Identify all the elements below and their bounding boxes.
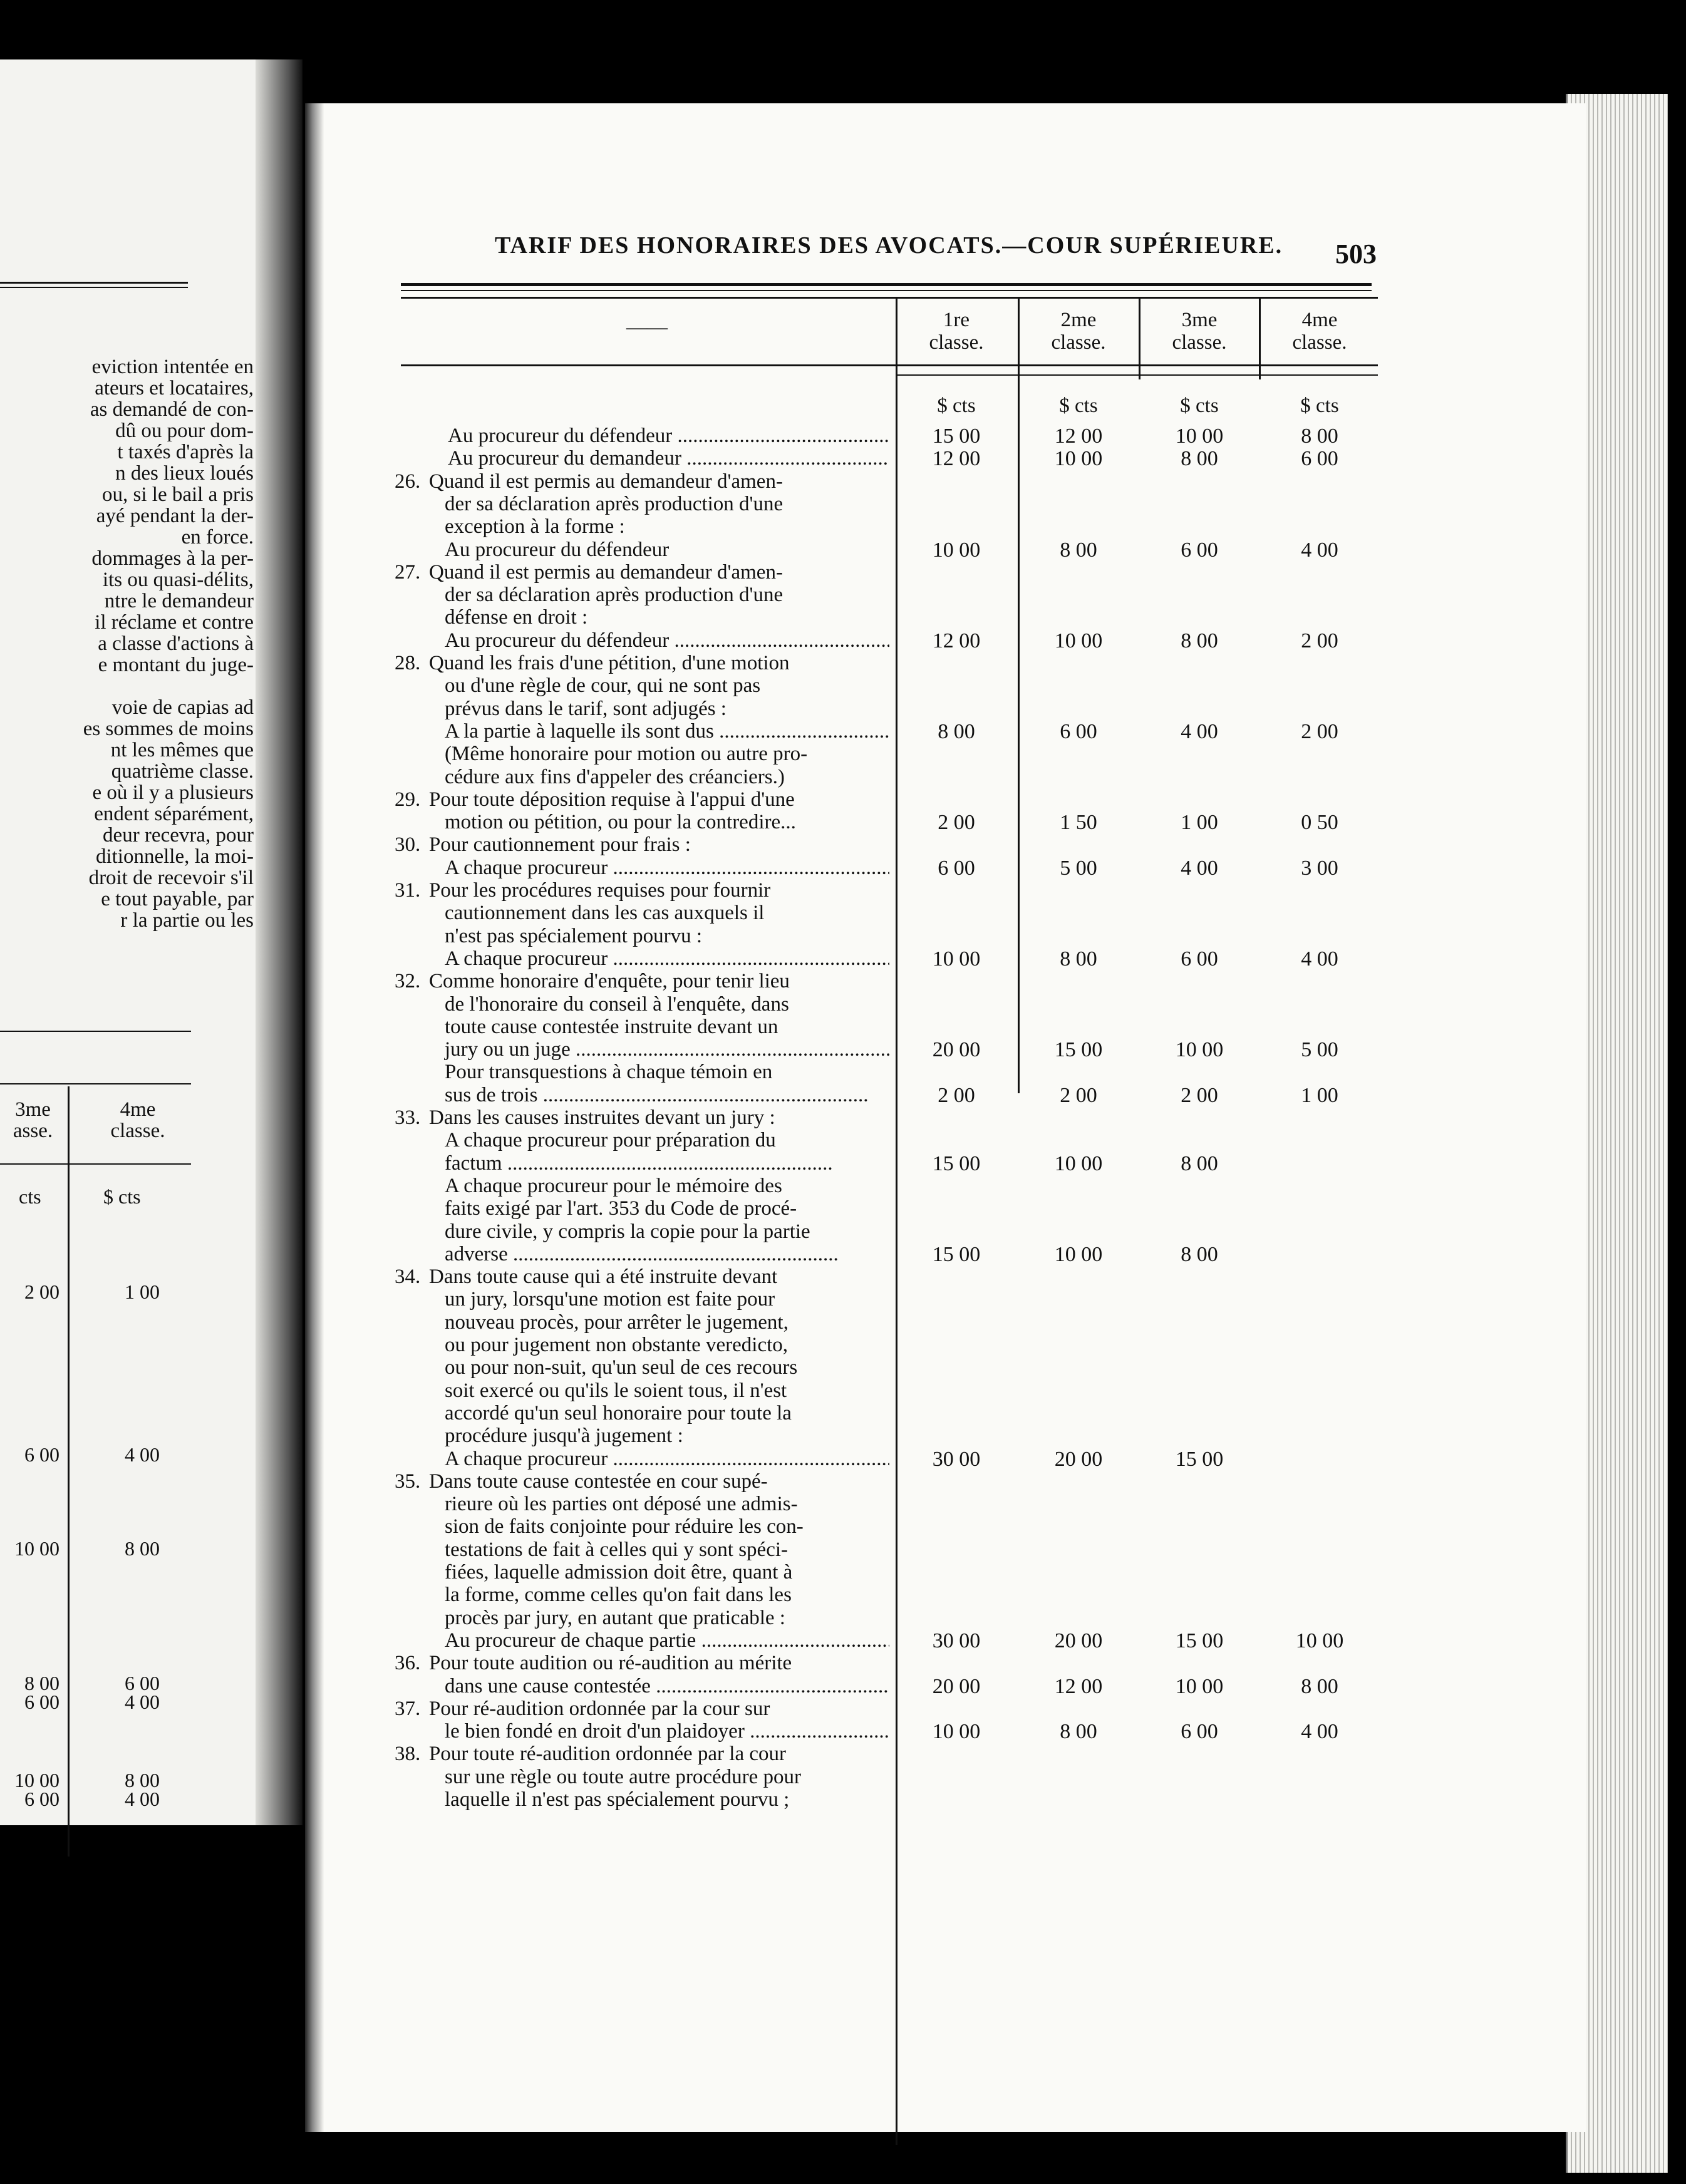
tariff-value: 30 00 [932, 1629, 981, 1652]
tariff-value: 8 00 [1060, 947, 1097, 971]
tariff-value: 10 00 [932, 538, 981, 562]
tariff-value: 1 00 [1181, 811, 1218, 835]
entry-text: rieure où les parties ont déposé une admis- [445, 1493, 798, 1516]
entry-text: (Même honoraire pour motion ou autre pro- [445, 743, 808, 766]
entry-text: der sa déclaration après production d'une [445, 584, 784, 607]
entry-text: n'est pas spécialement pourvu : [445, 924, 703, 947]
entry-line [395, 1016, 889, 1038]
entry-line [395, 743, 889, 765]
column-header-classe: classe. [1292, 331, 1347, 354]
entry-line [395, 811, 889, 833]
entry-text: nouveau procès, pour arrêter le jugement, [445, 1311, 789, 1334]
entry-line [395, 833, 889, 856]
left-table-column-header: 3me [15, 1098, 51, 1121]
entry-line [395, 515, 889, 538]
tariff-value: 8 00 [938, 719, 975, 743]
entry-text: jury ou un juge ..... [445, 1038, 889, 1061]
entry-text: Au procureur du défendeur [445, 538, 670, 561]
entry-line [395, 561, 889, 584]
entry-text: Au procureur du demandeur ..... [448, 447, 889, 470]
entry-number: 29. [395, 788, 421, 811]
entry-number: 35. [395, 1470, 421, 1493]
left-page-line: en force. [181, 526, 254, 549]
left-page-line: voie de capias ad [111, 696, 254, 719]
entry-line [395, 1743, 889, 1765]
left-page-line: e montant du juge- [98, 654, 254, 676]
entry-number: 28. [395, 652, 421, 674]
entry-line [395, 674, 889, 697]
entry-line [395, 1265, 889, 1288]
entry-line [395, 584, 889, 606]
entry-text: Dans toute cause contestée en cour supé- [429, 1470, 768, 1493]
tariff-value: 2 00 [1181, 1083, 1218, 1107]
entry-text: dans une cause contestée ..... [445, 1675, 889, 1697]
left-table-value: 4 00 [125, 1443, 160, 1466]
entry-text: Au procureur du défendeur ..... [448, 425, 889, 447]
entry-line [395, 1538, 889, 1561]
entry-text: faits exigé par l'art. 353 du Code de procé- [445, 1197, 797, 1220]
entry-line [395, 698, 889, 720]
left-page-line: ayé pendant la der- [96, 505, 254, 527]
left-page-line: t taxés d'après la [117, 441, 254, 463]
entry-text: Quand il est permis au demandeur d'amen- [429, 560, 783, 584]
entry-line [395, 606, 889, 629]
left-page-line: e où il y a plusieurs [92, 781, 254, 804]
column-header-classe: classe. [929, 331, 984, 354]
left-page-mid-rule [0, 1031, 191, 1032]
tariff-value: 2 00 [938, 811, 975, 835]
left-page-line: ditionnelle, la moi- [95, 845, 254, 868]
tariff-value: 5 00 [1301, 1038, 1338, 1062]
entry-line [395, 1061, 889, 1083]
tariff-value: 12 00 [932, 629, 981, 652]
tariff-value: 12 00 [1054, 425, 1103, 448]
entry-number: 32. [395, 970, 421, 993]
entry-line [395, 902, 889, 924]
entry-line [395, 1584, 889, 1606]
entry-line [395, 1493, 889, 1515]
column-unit: $ cts [937, 394, 976, 417]
entry-line [395, 1629, 889, 1652]
left-table-column-header: classe. [110, 1120, 165, 1142]
entry-line [395, 1152, 889, 1175]
col-divider-1 [896, 298, 897, 2145]
left-table-value: 8 00 [125, 1769, 160, 1791]
tariff-value: 10 00 [1054, 447, 1103, 471]
entry-number: 34. [395, 1265, 421, 1289]
entry-text: cautionnement dans les cas auxquels il [445, 902, 765, 925]
left-table-head-rule [0, 1163, 191, 1165]
entry-line [395, 766, 889, 788]
entry-line [395, 1106, 889, 1129]
entry-line [395, 629, 889, 652]
entry-line [395, 652, 889, 674]
left-page-line: deur recevra, pour [103, 824, 254, 847]
entry-line [395, 1675, 889, 1697]
left-page-top-rule-thin [0, 287, 188, 288]
left-table-value: 10 00 [14, 1537, 59, 1560]
tariff-value: 15 00 [1175, 1629, 1224, 1652]
left-page-line: ntre le demandeur [104, 590, 254, 612]
entry-line [395, 1288, 889, 1311]
entry-number: 38. [395, 1743, 421, 1766]
left-page-top-rule [0, 282, 188, 284]
entry-text: motion ou pétition, ou pour la contredire... [445, 811, 796, 834]
entry-text: le bien fondé en droit d'un plaidoyer ..... [445, 1720, 889, 1743]
entry-line [395, 1424, 889, 1447]
entry-text: fiées, laquelle admission doit être, quant à [445, 1561, 793, 1584]
tariff-value: 10 00 [932, 947, 981, 971]
entry-number: 27. [395, 560, 421, 584]
left-page-line: e tout payable, par [101, 888, 254, 910]
tariff-value: 15 00 [1054, 1038, 1103, 1062]
tariff-value: 8 00 [1181, 1242, 1218, 1266]
tariff-value: 8 00 [1181, 1151, 1218, 1175]
tariff-value: 10 00 [932, 1720, 981, 1744]
tariff-value: 10 00 [1295, 1629, 1344, 1652]
entry-line [395, 1379, 889, 1402]
entry-number: 36. [395, 1652, 421, 1675]
entry-text: toute cause contestée instruite devant un [445, 1015, 778, 1038]
entry-text: procédure jusqu'à jugement : [445, 1424, 683, 1448]
column-header-class: 3me [1181, 309, 1218, 331]
col-divider-2 [1018, 298, 1020, 1093]
tariff-value: 8 00 [1301, 1674, 1338, 1698]
blank-column-header: —— [626, 316, 668, 339]
entry-text: Pour transquestions à chaque témoin en [445, 1061, 773, 1084]
entry-line [395, 1311, 889, 1334]
left-table-value: 1 00 [125, 1280, 160, 1303]
entry-line [395, 1129, 889, 1151]
entry-line [395, 970, 889, 992]
entry-line [395, 1561, 889, 1584]
entry-line [395, 1243, 889, 1265]
entry-text: Au procureur de chaque partie ..... [445, 1629, 889, 1652]
entry-text: A chaque procureur pour préparation du [445, 1129, 776, 1152]
tariff-value: 12 00 [1054, 1674, 1103, 1698]
entry-line [395, 1697, 889, 1720]
column-unit: $ cts [1300, 394, 1339, 417]
left-page-line: es sommes de moins [83, 718, 254, 740]
col-divider-4 [1259, 298, 1261, 379]
entry-text: de l'honoraire du conseil à l'enquête, dans [445, 992, 789, 1016]
entry-line [395, 1652, 889, 1674]
entry-text: adverse ..... [445, 1243, 839, 1265]
tariff-value: 2 00 [1301, 719, 1338, 743]
left-page [0, 59, 276, 1825]
entry-line [395, 1038, 889, 1061]
left-table-value: 6 00 [24, 1691, 59, 1713]
entry-text: ou pour non-suit, qu'un seul de ces recours [445, 1356, 798, 1379]
left-page-line: as demandé de con- [90, 398, 254, 421]
entry-line [395, 538, 889, 561]
entry-text: ou d'une règle de cour, qui ne sont pas [445, 674, 761, 698]
entry-line [395, 1448, 889, 1470]
left-page-line: n des lieux loués [115, 462, 254, 485]
tariff-value: 8 00 [1060, 538, 1097, 562]
tariff-value: 10 00 [1175, 1674, 1224, 1698]
entry-line [395, 470, 889, 493]
entry-text: un jury, lorsqu'une motion est faite pour [445, 1288, 775, 1311]
entry-text: sur une règle ou toute autre procédure pour [445, 1765, 802, 1788]
tariff-value: 8 00 [1181, 629, 1218, 652]
entry-line [395, 1334, 889, 1356]
entry-text: A chaque procureur ..... [445, 1448, 889, 1470]
tariff-value: 8 00 [1060, 1720, 1097, 1744]
entry-line [395, 947, 889, 970]
entry-line [395, 1175, 889, 1197]
tariff-value: 6 00 [938, 856, 975, 880]
tariff-value: 2 00 [1060, 1083, 1097, 1107]
left-table-value: 4 00 [125, 1788, 160, 1810]
page-header-title: TARIF DES HONORAIRES DES AVOCATS.—COUR SUPÉRIEURE. [495, 232, 1283, 259]
entry-text: A chaque procureur ..... [445, 947, 889, 970]
entry-text: Comme honoraire d'enquête, pour tenir lieu [429, 970, 790, 993]
entry-text: Pour toute ré-audition ordonnée par la cour [429, 1743, 786, 1766]
left-page-line: r la partie ou les [120, 909, 254, 932]
tariff-value: 6 00 [1181, 1720, 1218, 1744]
entry-line [395, 1515, 889, 1538]
tariff-value: 0 50 [1301, 811, 1338, 835]
tariff-value: 10 00 [1054, 1151, 1103, 1175]
tariff-value: 12 00 [932, 447, 981, 471]
left-page-line: droit de recevoir s'il [88, 867, 254, 889]
left-table-value: 2 00 [24, 1280, 59, 1303]
tariff-value: 1 00 [1301, 1083, 1338, 1107]
left-page-line: endent séparément, [94, 803, 254, 825]
entry-number: 33. [395, 1106, 421, 1129]
tariff-value: 8 00 [1301, 425, 1338, 448]
entry-text: sus de trois ..... [445, 1084, 869, 1106]
entry-text: factum ..... [445, 1152, 833, 1175]
entry-text: A chaque procureur pour le mémoire des [445, 1174, 782, 1197]
tariff-value: 20 00 [1054, 1629, 1103, 1652]
entry-text: cédure aux fins d'appeler des créanciers.) [445, 765, 785, 788]
entry-text: Pour cautionnement pour frais : [429, 833, 691, 857]
entry-line [395, 1220, 889, 1243]
entry-line [395, 1766, 889, 1788]
column-unit: $ cts [1180, 394, 1219, 417]
entry-line [395, 925, 889, 947]
entry-line [395, 1197, 889, 1220]
tariff-value: 10 00 [1175, 425, 1224, 448]
table-top-rule [401, 297, 1378, 299]
tariff-value: 1 50 [1060, 811, 1097, 835]
left-page-line: ou, si le bail a pris [102, 483, 254, 506]
tariff-value: 4 00 [1301, 947, 1338, 971]
tariff-value: 30 00 [932, 1447, 981, 1471]
left-table-unit: $ cts [103, 1185, 141, 1208]
left-table-value: 6 00 [24, 1788, 59, 1810]
entry-text: Pour toute audition ou ré-audition au mérite [429, 1652, 792, 1675]
left-page-line: a classe d'actions à [98, 632, 254, 655]
column-header-classe: classe. [1172, 331, 1227, 354]
entry-text: procès par jury, en autant que praticable : [445, 1606, 785, 1629]
left-table-top-rule [0, 1083, 191, 1084]
column-header-classe: classe. [1051, 331, 1106, 354]
tariff-value: 10 00 [1175, 1038, 1224, 1062]
entry-text: Au procureur du défendeur ..... [445, 629, 889, 652]
tariff-value: 2 00 [1301, 629, 1338, 652]
entry-line [395, 447, 889, 470]
left-table-divider [68, 1086, 70, 1857]
entry-line [395, 1607, 889, 1629]
tariff-value: 6 00 [1181, 947, 1218, 971]
left-table-value: 4 00 [125, 1691, 160, 1713]
left-page-line: quatrième classe. [111, 760, 254, 783]
entry-line [395, 1402, 889, 1424]
tariff-value: 15 00 [932, 1151, 981, 1175]
left-page-line: ateurs et locataires, [95, 377, 254, 399]
tariff-value: 4 00 [1301, 538, 1338, 562]
left-table-unit: cts [19, 1185, 41, 1208]
tariff-value: 6 00 [1301, 447, 1338, 471]
entry-text: accordé qu'un seul honoraire pour toute la [445, 1401, 792, 1424]
tariff-value: 10 00 [1054, 1242, 1103, 1266]
entry-text: Pour les procédures requises pour fournir [429, 879, 771, 902]
tariff-value: 6 00 [1181, 538, 1218, 562]
entry-text: testations de fait à celles qui y sont spéci- [445, 1538, 789, 1561]
entry-line [395, 1084, 889, 1106]
entry-text: sion de faits conjointe pour réduire les con- [445, 1515, 804, 1538]
entry-line [395, 879, 889, 902]
header-rule-thick [401, 283, 1372, 286]
entry-text: der sa déclaration après production d'une [445, 492, 784, 515]
entry-line [395, 425, 889, 447]
entry-text: Pour toute déposition requise à l'appui d'une [429, 788, 795, 811]
left-table-column-header: 4me [120, 1098, 156, 1121]
header-rule-thin [401, 290, 1372, 291]
tariff-value: 15 00 [932, 425, 981, 448]
left-table-value: 6 00 [125, 1672, 160, 1694]
entry-text: la forme, comme celles qu'on fait dans les [445, 1584, 792, 1607]
entry-line [395, 1356, 889, 1379]
entry-text: prévus dans le tarif, sont adjugés : [445, 697, 727, 720]
entry-line [395, 1720, 889, 1743]
entry-text: dure civile, y compris la copie pour la partie [445, 1220, 810, 1243]
entry-number: 31. [395, 879, 421, 902]
entry-line [395, 1470, 889, 1493]
left-page-line: its ou quasi-délits, [102, 569, 254, 591]
tariff-value: 15 00 [1175, 1447, 1224, 1471]
tariff-value: 20 00 [932, 1674, 981, 1698]
column-unit: $ cts [1059, 394, 1098, 417]
table-head-rule [401, 364, 1378, 366]
entry-text: Dans toute cause qui a été instruite devant [429, 1265, 778, 1289]
tariff-value: 20 00 [1054, 1447, 1103, 1471]
tariff-value: 5 00 [1060, 856, 1097, 880]
entry-number: 37. [395, 1697, 421, 1720]
column-header-class: 2me [1060, 309, 1097, 331]
entry-text: Pour ré-audition ordonnée par la cour sur [429, 1697, 770, 1720]
left-table-value: 8 00 [24, 1672, 59, 1694]
tariff-value: 2 00 [938, 1083, 975, 1107]
entry-number: 26. [395, 470, 421, 493]
entry-number: 30. [395, 833, 421, 857]
left-page-line: nt les mêmes que [110, 739, 254, 761]
entry-text: Quand il est permis au demandeur d'amen- [429, 470, 783, 493]
entry-text: Quand les frais d'une pétition, d'une motion [429, 652, 790, 674]
book-gutter [256, 59, 303, 1825]
tariff-value: 4 00 [1181, 719, 1218, 743]
tariff-value: 10 00 [1054, 629, 1103, 652]
page-number: 503 [1335, 239, 1377, 269]
entry-text: A la partie à laquelle ils sont dus ..... [445, 720, 889, 743]
entry-line [395, 788, 889, 811]
tariff-value: 15 00 [932, 1242, 981, 1266]
left-table-column-header: asse. [13, 1120, 53, 1142]
left-table-value: 6 00 [24, 1443, 59, 1466]
entry-line [395, 720, 889, 743]
entry-text: A chaque procureur ..... [445, 857, 889, 879]
left-table-value: 10 00 [14, 1769, 59, 1791]
table-head-rule-right [896, 374, 1378, 376]
left-page-line: il réclame et contre [95, 611, 254, 634]
entry-text: Dans les causes instruites devant un jury : [429, 1106, 775, 1129]
tariff-value: 8 00 [1181, 447, 1218, 471]
entry-line [395, 857, 889, 879]
entry-text: défense en droit : [445, 606, 588, 629]
tariff-value: 6 00 [1060, 719, 1097, 743]
entry-text: exception à la forme : [445, 515, 625, 538]
tariff-value: 3 00 [1301, 856, 1338, 880]
entry-text: laquelle il n'est pas spécialement pourvu ; [445, 1788, 790, 1811]
col-divider-3 [1139, 298, 1140, 379]
tariff-value: 20 00 [932, 1038, 981, 1062]
tariff-value: 4 00 [1181, 856, 1218, 880]
left-page-line: dommages à la per- [91, 547, 254, 570]
entry-line [395, 993, 889, 1016]
left-page-line: dû ou pour dom- [115, 420, 254, 442]
entry-text: ou pour jugement non obstante veredicto, [445, 1334, 789, 1356]
main-page-fold [305, 103, 324, 2132]
left-table-value: 8 00 [125, 1537, 160, 1560]
entry-line [395, 1788, 889, 1811]
tariff-value: 4 00 [1301, 1720, 1338, 1744]
entry-line [395, 493, 889, 515]
left-page-line: eviction intentée en [91, 356, 254, 378]
column-header-class: 1re [943, 309, 970, 331]
entry-text: soit exercé ou qu'ils le soient tous, il n'est [445, 1379, 787, 1402]
column-header-class: 4me [1301, 309, 1338, 331]
